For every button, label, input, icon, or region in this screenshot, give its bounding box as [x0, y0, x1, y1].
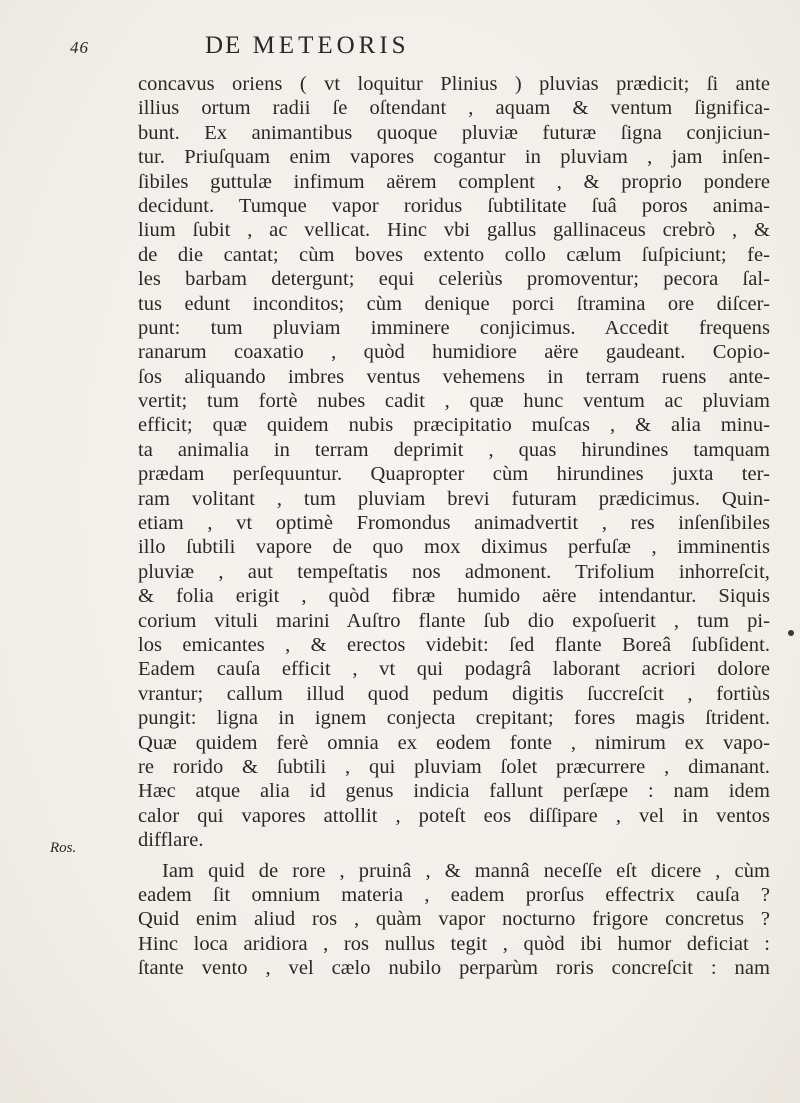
- text-line: punt: tum pluviam imminere conjicimus. Accedit frequens: [138, 316, 770, 339]
- text-line: ram volitant , tum pluviam brevi futuram prædicimus. Quin-: [138, 487, 770, 510]
- running-head-title: METEORIS: [252, 32, 410, 59]
- text-line: los emicantes , & erectos videbit: ſed flante Boreâ ſubſident.: [138, 633, 770, 656]
- running-head-lead: DE: [205, 32, 243, 59]
- text-line: ta animalia in terram deprimit , quas hirundines tamquam: [138, 438, 770, 461]
- text-line: vrantur; callum illud quod pedum digitis ſuccreſcit , fortiùs: [138, 682, 770, 705]
- text-line: etiam , vt optimè Fromondus animadvertit , res inſenſibiles: [138, 512, 770, 535]
- text-line: les barbam detergunt; equi celeriùs promoventur; pecora ſal-: [138, 268, 770, 291]
- body-text: [138, 72, 770, 980]
- text-line: de die cantat; cùm boves extento collo cælum ſuſpiciunt; fe-: [138, 243, 770, 266]
- text-line: ſos aliquando imbres ventus vehemens in terram ruens ante-: [138, 365, 770, 388]
- text-line: ſibiles guttulæ infimum aërem complent , & proprio pondere: [138, 170, 770, 193]
- text-line: Hæc atque alia id genus indicia fallunt perſæpe : nam idem: [138, 780, 770, 803]
- text-line: Quæ quidem ferè omnia ex eodem fonte , nimirum ex vapo-: [138, 731, 770, 754]
- text-line: illo ſubtili vapore de quo mox diximus perfuſæ , imminentis: [138, 536, 770, 559]
- text-line: tur. Priuſquam enim vapores cogantur in pluviam , jam inſen-: [138, 146, 770, 169]
- text-line: vertit; tum fortè nubes cadit , quæ hunc ventum ac pluviam: [138, 390, 770, 413]
- text-line: prædam perſequuntur. Quapropter cùm hirundines juxta ter-: [138, 463, 770, 486]
- text-line: re rorido & ſubtili , qui pluviam ſolet præcurrere , dimanant.: [138, 755, 770, 778]
- text-line: efficit; quæ quidem nubis præcipitatio muſcas , & alia minu-: [138, 414, 770, 437]
- text-line: bunt. Ex animantibus quoque pluviæ futuræ ſigna conjiciun-: [138, 121, 770, 144]
- text-line: Eadem cauſa efficit , vt qui podagrâ laborant acriori dolore: [138, 658, 770, 681]
- running-head: [205, 32, 410, 60]
- text-line: eadem ſit omnium materia , eadem prorſus effectrix cauſa ?: [138, 883, 770, 906]
- text-line: pluviæ , aut tempeſtatis nos admonent. Trifolium inhorreſcit,: [138, 560, 770, 583]
- text-line: concavus oriens ( vt loquitur Plinius ) pluvias prædicit; ſi ante: [138, 73, 770, 95]
- text-line: decidunt. Tumque vapor roridus ſubtilitate ſuâ poros anima-: [138, 194, 770, 217]
- text-line: difflare.: [138, 829, 204, 852]
- text-line: & folia erigit , quòd fibræ humido aëre intendantur. Siquis: [138, 585, 770, 608]
- text-line: calor qui vapores attollit , poteſt eos diſſipare , vel in ventos: [138, 804, 770, 827]
- text-line: lium ſubit , ac vellicat. Hinc vbi gallus gallinaceus crebrò , &: [138, 219, 770, 242]
- text-line: ranarum coaxatio , quòd humidiore aëre gaudeant. Copio-: [138, 341, 770, 364]
- page-header: [0, 28, 800, 68]
- ink-speck: [788, 630, 794, 636]
- text-line: ſtante vento , vel cælo nubilo perparùm roris concreſcit : nam: [138, 957, 770, 980]
- text-line: Iam quid de rore , pruinâ , & mannâ neceſſe eſt dicere , cùm: [162, 859, 770, 882]
- text-line: Hinc loca aridiora , ros nullus tegit , quòd ibi humor deficiat :: [138, 932, 770, 955]
- text-line: illius ortum radii ſe oſtendant , aquam & ventum ſignifica-: [138, 97, 770, 120]
- text-line: pungit: ligna in ignem conjecta crepitant; fores magis ſtrident.: [138, 707, 770, 730]
- margin-note: Ros.: [50, 840, 77, 856]
- text-line: Quid enim aliud ros , quàm vapor nocturno frigore concretus ?: [138, 908, 770, 931]
- page-number: 46: [70, 38, 89, 57]
- text-line: tus edunt inconditos; cùm denique porci ſtramina ore diſcer-: [138, 292, 770, 315]
- text-line: corium vituli marini Auſtro flante ſub dio expoſuerit , tum pi-: [138, 609, 770, 632]
